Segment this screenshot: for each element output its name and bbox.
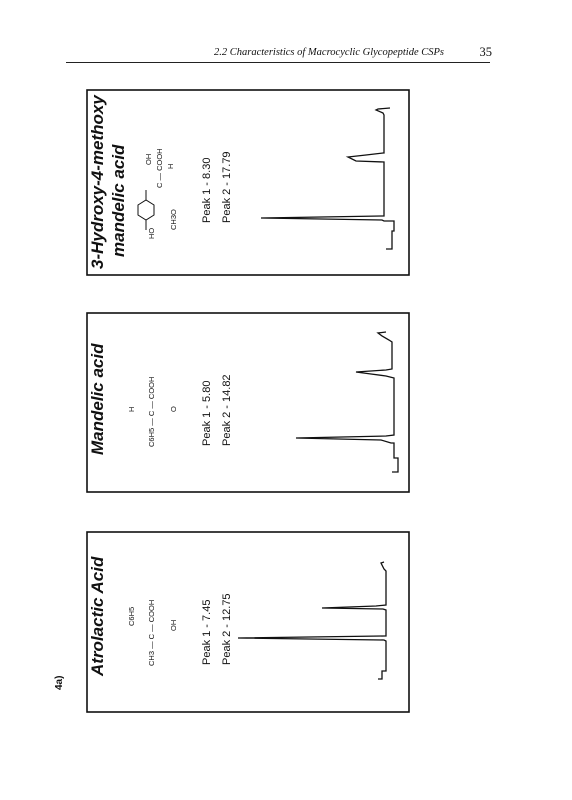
panel-title-line-2: mandelic acid bbox=[109, 144, 128, 257]
formula-main-chain: CH3 — C — COOH bbox=[147, 599, 156, 666]
panel-frame bbox=[87, 313, 409, 492]
peak-1-label: Peak 1 - 8.30 bbox=[201, 157, 213, 223]
peak-2-label: Peak 2 - 17.79 bbox=[221, 151, 233, 223]
formula-h-label: H bbox=[166, 163, 175, 169]
formula-ch3o-label: CH3O bbox=[169, 209, 178, 230]
panel-title: Mandelic acid bbox=[88, 343, 107, 455]
formula-main-chain: C — COOH bbox=[155, 148, 164, 188]
formula-ho-label: HO bbox=[147, 227, 156, 239]
panel-atrolactic-acid bbox=[86, 531, 410, 713]
formula-main-chain: C6H5 — C — COOH bbox=[147, 376, 156, 447]
running-header-title: 2.2 Characteristics of Macrocyclic Glycopeptide CSPs bbox=[214, 47, 444, 58]
peak-2-label: Peak 2 - 14.82 bbox=[221, 374, 233, 446]
formula-oh-label: OH bbox=[144, 153, 153, 165]
panel-frame bbox=[87, 90, 409, 275]
header-rule bbox=[66, 62, 490, 63]
panel-title-line-1: 3-Hydroxy-4-methoxy bbox=[88, 95, 107, 269]
page-number: 35 bbox=[479, 45, 492, 59]
formula-o-label: O bbox=[169, 406, 178, 412]
panel-title: Atrolactic Acid bbox=[88, 556, 107, 676]
panel-hydroxymethoxy-mandelic-acid bbox=[86, 89, 410, 276]
peak-2-label: Peak 2 - 12.75 bbox=[221, 593, 233, 665]
panel-mandelic-acid bbox=[86, 312, 410, 493]
figure-label: 4a) bbox=[54, 675, 65, 690]
formula-c6h5-label: C6H5 bbox=[127, 606, 136, 626]
peak-1-label: Peak 1 - 7.45 bbox=[201, 599, 213, 665]
formula-h-label: H bbox=[127, 406, 136, 412]
formula-oh-label: OH bbox=[169, 619, 178, 631]
peak-1-label: Peak 1 - 5.80 bbox=[201, 380, 213, 446]
